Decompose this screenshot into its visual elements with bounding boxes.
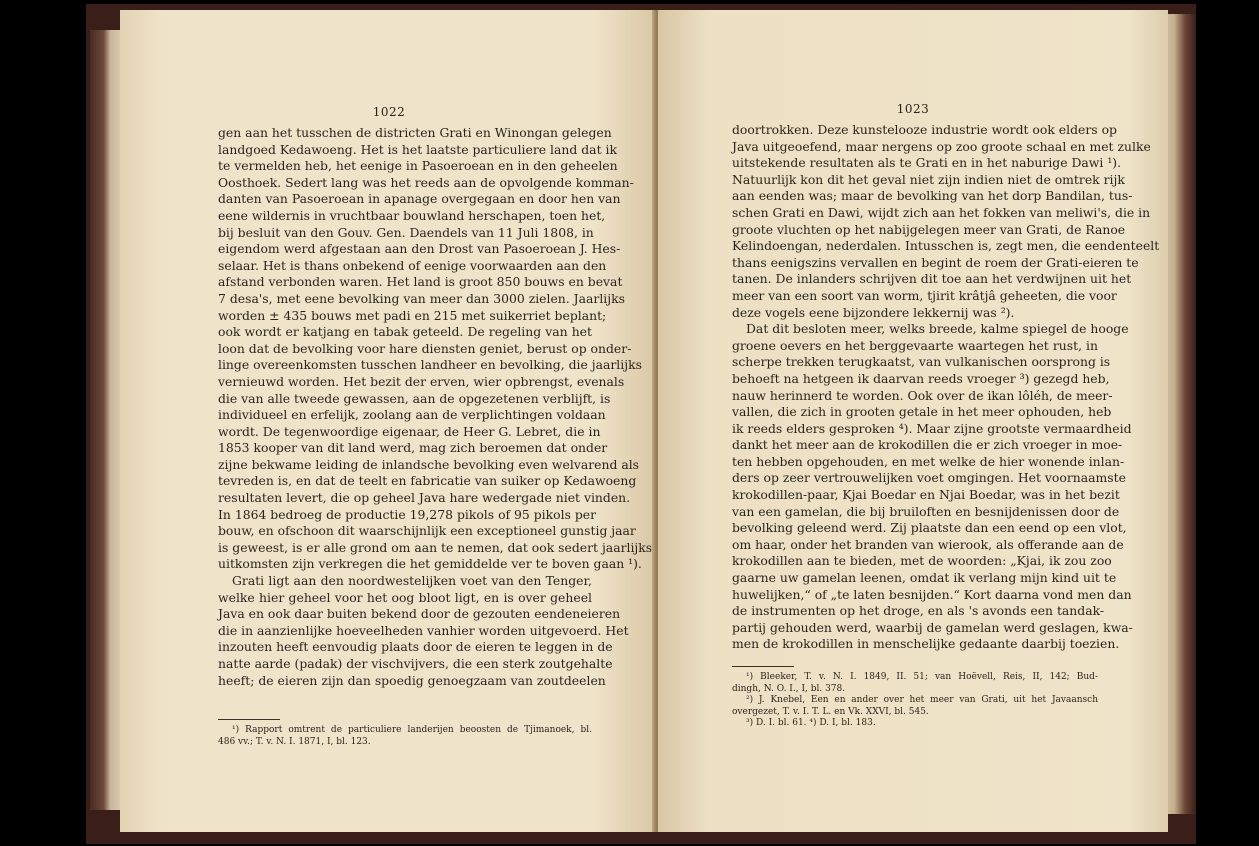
- text-line: Grati ligt aan den noordwestelijken voet van den Tenger,: [232, 573, 592, 589]
- text-line: van een gamelan, die bij bruiloften en besnijdenissen door de: [732, 503, 1120, 519]
- text-line: groote vluchten op het nabijgelegen meer van Grati, de Ranoe: [732, 221, 1126, 237]
- text-line: doortrokken. Deze kunsteloоze industrie wordt ook elders op: [732, 122, 1117, 137]
- text-line: groene oevers en het berggevaarte waartegen het rust, in: [732, 337, 1098, 353]
- text-line: dankt het meer aan de krokodillen die er zich vroeger in moe-: [732, 437, 1123, 453]
- text-line: Kelindoengan, nederdalen. Intusschen is, zegt men, die eendenteelt: [732, 238, 1160, 254]
- text-line: scherpe trekken terugkaatst, van vulkanischen oorsprong is: [732, 354, 1111, 370]
- text-line: linge overeenkomsten tusschen landheer en bevolking, die jaarlijks: [218, 357, 642, 373]
- text-line: ook wordt er katjang en tabak geteeld. De regeling van het: [218, 324, 592, 340]
- text-line: huwelijken,“ of „te laten besnijden.“ Kort daarna vond men dan: [732, 586, 1132, 602]
- page-edges-left: [90, 30, 124, 810]
- text-line: overgezet, T. v. I. T. L. en Vk. XXVI, bl. 545.: [732, 706, 929, 717]
- text-line: ¹) Bleeker, T. v. N. I. 1849, II. 51; van Hoëvell, Reis, II, 142; Bud-: [746, 672, 1098, 682]
- right-page-footnotes: [732, 672, 1098, 730]
- text-line: inzouten heeft eenvoudig plaats door de eieren te leggen in de: [218, 639, 613, 655]
- text-line: vallen, die zich in grooten getale in het meer ophouden, heb: [732, 404, 1112, 420]
- text-line: In 1864 bedroeg de productie 19,278 pikols of 95 pikols per: [218, 506, 597, 522]
- text-line: selaar. Het is thans onbekend of eenige voorwaarden aan den: [218, 257, 607, 273]
- text-line: de instrumenten op het droge, en als 's avonds een tandak-: [732, 603, 1105, 619]
- text-line: meer van een soort van worm, tjirit krâtjâ geheeten, die voor: [732, 287, 1117, 303]
- text-line: aan eenden was; maar de bevolking van het dorp Bandilan, tus-: [732, 188, 1133, 204]
- text-line: ²) J. Knebel, Een en ander over het meer van Grati, uit het Javaansch: [746, 695, 1098, 705]
- text-line: 486 vv.; T. v. N. I. 1871, I, bl. 123.: [218, 736, 371, 747]
- text-line: Java en ook daar buiten bekend door de gezouten eendeneieren: [218, 606, 621, 622]
- footnote-rule-right: [732, 666, 794, 667]
- text-line: uitstekende resultaten als te Grati en in het naburige Dawi ¹).: [732, 155, 1122, 171]
- text-line: eene wildernis in vruchtbaar bouwland herschapen, toen het,: [218, 207, 606, 223]
- text-line: te vermelden heb, het eenige in Pasoeroean en in den geheelen: [218, 158, 618, 174]
- text-line: wordt. De tegenwoordige eigenaar, de Heer G. Lebret, die in: [218, 423, 601, 439]
- text-line: Oosthoek. Sedert lang was het reeds aan de opvolgende komman-: [218, 174, 634, 190]
- text-line: ik reeds elders gesproken ⁴). Maar zijne grootste vermaardheid: [732, 420, 1132, 436]
- text-line: thans eenigszins vervallen en begint de roem der Grati-eieren te: [732, 254, 1139, 270]
- text-line: Natuurlijk kon dit het geval niet zijn indien niet de omtrek rijk: [732, 171, 1125, 187]
- text-line: krokodillen-paar, Kjai Boedar en Njai Boedar, was in het bezit: [732, 487, 1120, 503]
- left-page: [120, 10, 658, 832]
- text-line: landgoed Kedawoeng. Het is het laatste particuliere land dat ik: [218, 141, 617, 157]
- page-number-left: 1022: [372, 105, 406, 119]
- text-line: welke hier geheel voor het oog bloot ligt, en is over geheel: [218, 589, 592, 605]
- text-line: Java uitgeoefend, maar nergens op zoo groote schaal en met zulke: [732, 138, 1151, 154]
- text-line: loon dat de bevolking voor hare diensten geniet, berust op onder-: [218, 340, 632, 356]
- text-line: heeft; de eieren zijn dan spoedig genoegzaam van zoutdeelen: [218, 672, 606, 688]
- text-line: ders op zeer vertrouwelijken voet omgingen. Het voornaamste: [732, 470, 1126, 486]
- text-line: ten hebben opgehouden, en met welke de hier wonende inlan-: [732, 453, 1125, 469]
- text-line: behoeft na hetgeen ik daarvan reeds vroeger ³) gezegd heb,: [732, 370, 1110, 386]
- text-line: deze vogels eene bijzondere lekkernij was ²).: [732, 304, 1015, 320]
- text-line: krokodillen aan te bieden, met de woorden: „Kjai, ik zou zoo: [732, 553, 1112, 569]
- text-line: 7 desa's, met eene bevolking van meer dan 3000 zielen. Jaarlijks: [218, 290, 625, 306]
- text-line: zijne bekwame leiding de inlandsche bevolking even welvarend als: [218, 456, 640, 472]
- text-line: tevreden is, en dat de teelt en fabricatie van suiker op Kedawoeng: [218, 473, 637, 489]
- text-line: die in aanzienlijke hoeveelheden vanhier worden uitgevoerd. Het: [218, 622, 629, 638]
- text-line: uitkomsten zijn verkregen die het gemiddelde ver te boven gaan ¹).: [218, 556, 642, 572]
- text-line: bouw, en ofschoon dit waarschijnlijk een exceptioneel gunstig jaar: [218, 523, 636, 539]
- text-line: individueel en erfelijk, zoolang aan de verplichtingen voldaan: [218, 407, 606, 423]
- text-line: eigendom werd afgestaan aan den Drost van Pasoeroean J. Hes-: [218, 241, 621, 257]
- text-line: Dat dit besloten meer, welks breede, kalme spiegel de hooge: [746, 321, 1129, 337]
- text-line: afstand verbonden waren. Het land is groot 850 bouws en bevat: [218, 274, 623, 290]
- left-page-body: [218, 125, 653, 689]
- text-line: om haar, onder het branden van wierook, als offerande aan de: [732, 536, 1124, 552]
- text-line: schen Grati en Dawi, wijdt zich aan het fokken van meliwi's, die in: [732, 204, 1151, 220]
- right-page-body: [732, 122, 1160, 653]
- text-line: die van alle tweede gewassen, aan de opgezetenen verblijft, is: [218, 390, 611, 406]
- text-line: dingh, N. O. I., I, bl. 378.: [732, 683, 846, 694]
- text-line: partij gehouden werd, waarbij de gamelan werd geslagen, kwa-: [732, 619, 1133, 635]
- text-line: 1853 kooper van dit land werd, mag zich beroemen dat onder: [218, 440, 608, 456]
- text-line: ¹) Rapport omtrent de particuliere landerijen beoosten de Tjimanoek, bl.: [232, 725, 592, 735]
- text-line: vernieuwd worden. Het bezit der erven, wier opbrengst, evenals: [218, 373, 625, 389]
- text-line: tanen. De inlanders schrijven dit toe aan het verdwijnen uit het: [732, 271, 1132, 287]
- text-line: nauw herinnerd te worden. Ook over de ikan lôléh, de meer-: [732, 387, 1113, 403]
- text-line: is geweest, is er alle grond om aan te nemen, dat ook sedert jaarlijks: [218, 539, 653, 555]
- footnote-rule-left: [218, 719, 280, 720]
- text-line: men de krokodillen in menschelijke gedaante daarbij toezien.: [732, 636, 1120, 652]
- right-page: [658, 10, 1168, 832]
- text-line: worden ± 435 bouws met padi en 215 met suikerriet beplant;: [218, 307, 607, 323]
- text-line: resultaten levert, die op geheel Java hare wedergade niet vinden.: [218, 490, 631, 506]
- left-page-footnotes: [218, 725, 592, 748]
- text-line: bevolking geleend werd. Zij plaatste dan een eend op een vlot,: [732, 520, 1127, 536]
- text-line: natte aarde (padak) der vischvijvers, die een sterk zoutgehalte: [218, 656, 613, 671]
- text-line: danten van Pasoeroean in apanage overgegaan en door hen van: [218, 191, 621, 207]
- text-line: bij besluit van den Gouv. Gen. Daendels van 11 Juli 1808, in: [218, 224, 594, 240]
- text-line: ³) D. I. bl. 61. ⁴) D. I, bl. 183.: [746, 718, 876, 728]
- text-line: gaarne uw gamelan leenen, omdat ik verlang mijn kind uit te: [732, 570, 1117, 586]
- text-line: gen aan het tusschen de districten Grati en Winongan gelegen: [218, 125, 612, 140]
- page-number-right: 1023: [896, 102, 930, 116]
